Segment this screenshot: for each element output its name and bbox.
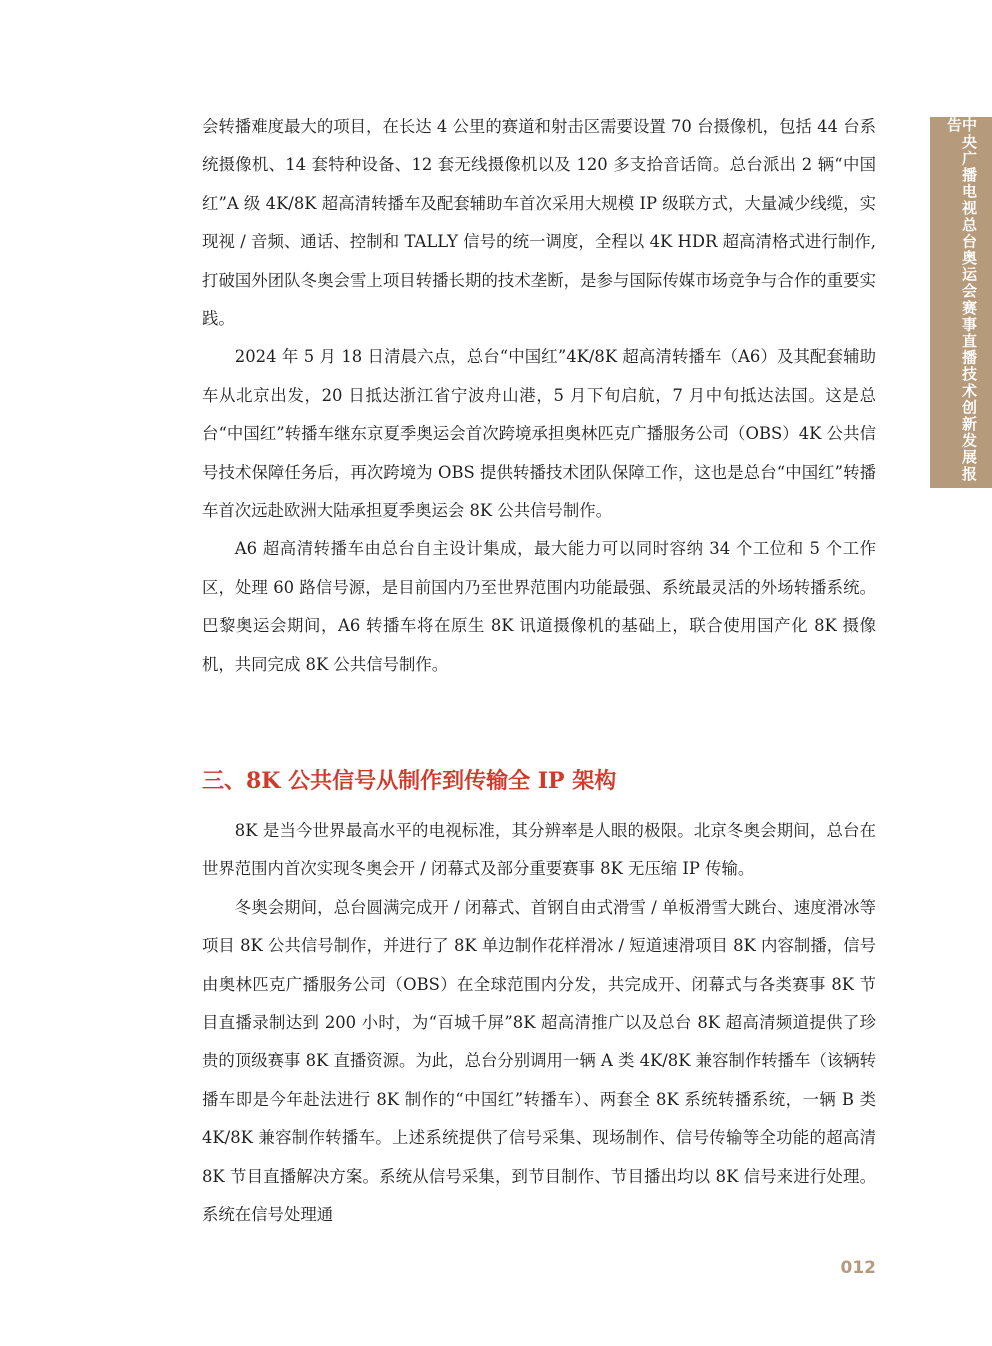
paragraph-2: 2024 年 5 月 18 日清晨六点，总台“中国红”4K/8K 超高清转播车（A6）及其配套辅助车从北京出发，20 日抵达浙江省宁波舟山港，5 月下旬启航，7 月中旬抵达法国。这是总台“中国红”转播车继东京夏季奥运会首次跨境承担奥林匹克广播服务公司（OBS）4K 公共信号技术保障任务后，再次跨境为 OBS 提供转播技术团队保障工作，这也是总台“中国红”转播车首次远赴欧洲大陆承担夏季奥运会 8K 公共信号制作。 <box>202 347 876 521</box>
body-text-bottom <box>202 812 876 1234</box>
paragraph-3: A6 超高清转播车由总台自主设计集成，最大能力可以同时容纳 34 个工位和 5 个工作区，处理 60 路信号源，是目前国内乃至世界范围内功能最强、系统最灵活的外场转播系统。巴黎奥运会期间，A6 转播车将在原生 8K 讯道摄像机的基础上，联合使用国产化 8K 摄像机，共同完成 8K 公共信号制作。 <box>202 539 876 674</box>
chapter-side-tab <box>930 117 992 488</box>
paragraph-5: 冬奥会期间，总台圆满完成开 / 闭幕式、首钢自由式滑雪 / 单板滑雪大跳台、速度滑冰等项目 8K 公共信号制作，并进行了 8K 单边制作花样滑冰 / 短道速滑项目 8K 内容制播，信号由奥林匹克广播服务公司（OBS）在全球范围内分发，共完成开、闭幕式与各类赛事 8K 节目直播录制达到 200 小时，为“百城千屏”8K 超高清推广以及总台 8K 超高清频道提供了珍贵的顶级赛事 8K 直播资源。为此，总台分别调用一辆 A 类 4K/8K 兼容制作转播车（该辆转播车即是今年赴法进行 8K 制作的“中国红”转播车）、两套全 8K 系统转播系统，一辆 B 类 4K/8K 兼容制作转播车。上述系统提供了信号采集、现场制作、信号传输等全功能的超高清 8K 节目直播解决方案。系统从信号采集，到节目制作、节目播出均以 8K 信号来进行处理。系统在信号处理通 <box>202 897 876 1225</box>
side-tab-label: 中央广播电视总台奥运会赛事直播技术创新发展报告 <box>945 117 978 483</box>
paragraph-4: 8K 是当今世界最高水平的电视标准，其分辨率是人眼的极限。北京冬奥会期间，总台在世界范围内首次实现冬奥会开 / 闭幕式及部分重要赛事 8K 无压缩 IP 传输。 <box>202 821 876 879</box>
page-number: 012 <box>840 1258 876 1278</box>
paragraph-1: 会转播难度最大的项目，在长达 4 公里的赛道和射击区需要设置 70 台摄像机，包括 44 台系统摄像机、14 套特种设备、12 套无线摄像机以及 120 多支拾音话筒。总台派出 2 辆“中国红”A 级 4K/8K 超高清转播车及配套辅助车首次采用大规模 IP 级联方式，大量减少线缆，实现视 / 音频、通话、控制和 TALLY 信号的统一调度，全程以 4K HDR 超高清格式进行制作,打破国外团队冬奥会雪上项目转播长期的技术垄断，是参与国际传媒市场竞争与合作的重要实践。 <box>202 117 876 329</box>
body-text-top <box>202 108 876 684</box>
section-heading: 三、8K 公共信号从制作到传输全 IP 架构 <box>202 768 617 794</box>
